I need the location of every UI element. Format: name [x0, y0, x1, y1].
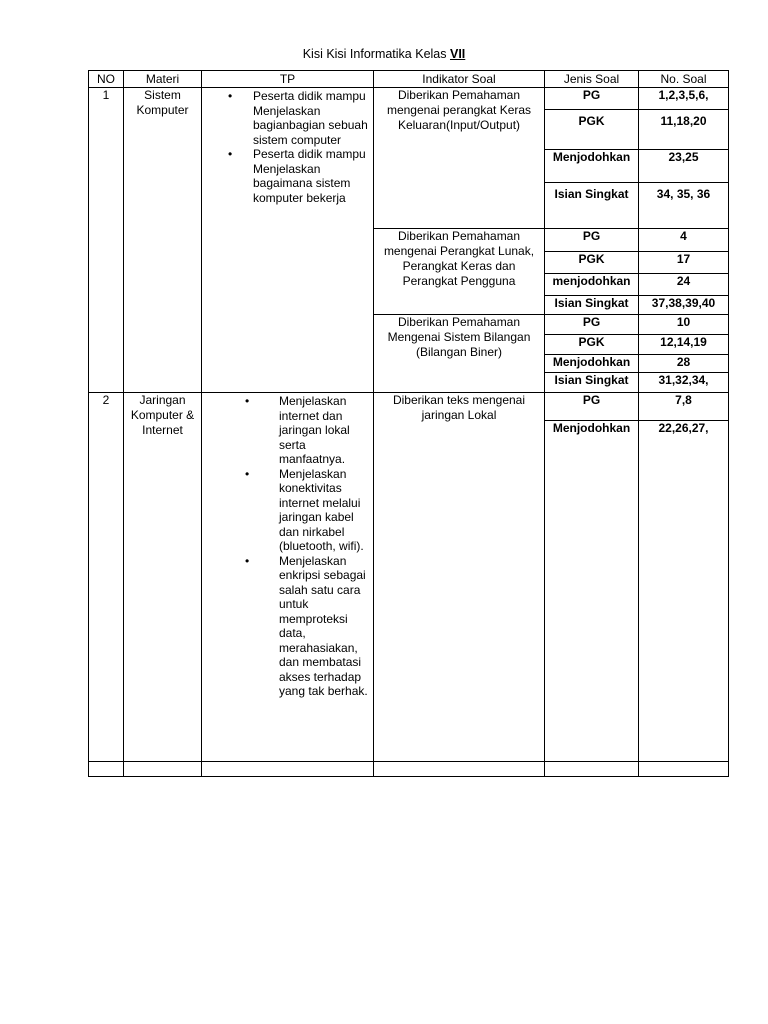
tp-cell [202, 88, 374, 393]
indikator-cell: Diberikan teks mengenai jaringan Lokal [374, 393, 545, 762]
kisi-kisi-table [88, 70, 729, 777]
no-soal-cell: 22,26,27, [639, 421, 729, 762]
table-header-row [89, 71, 729, 88]
no-soal-cell: 11,18,20 [639, 110, 729, 150]
jenis-soal-cell: Menjodohkan [545, 355, 639, 373]
no-soal-cell: 12,14,19 [639, 335, 729, 355]
header-no: NO [89, 71, 124, 88]
jenis-soal-cell: Isian Singkat [545, 373, 639, 393]
empty-cell [545, 762, 639, 777]
jenis-soal-cell: Menjodohkan [545, 421, 639, 762]
empty-table-row [89, 762, 729, 777]
no-soal-cell: 17 [639, 252, 729, 274]
jenis-soal-cell: PGK [545, 252, 639, 274]
header-jenis-soal: Jenis Soal [545, 71, 639, 88]
no-soal-cell: 31,32,34, [639, 373, 729, 393]
tp-list-item: • Peserta didik mampu Menjelaskan bagaimana sistem komputer bekerja [253, 147, 373, 205]
no-soal-cell: 4 [639, 229, 729, 252]
empty-cell [374, 762, 545, 777]
title-class: VII [449, 47, 466, 61]
empty-cell [202, 762, 374, 777]
jenis-soal-cell: menjodohkan [545, 274, 639, 296]
row-number: 1 [89, 88, 124, 393]
no-soal-cell: 1,2,3,5,6, [639, 88, 729, 110]
indikator-cell: Diberikan Pemahaman mengenai perangkat Keras Keluaran(Input/Output) [374, 88, 545, 229]
tp-list [202, 88, 373, 205]
empty-cell [89, 762, 124, 777]
header-no-soal: No. Soal [639, 71, 729, 88]
materi-cell: Jaringan Komputer & Internet [124, 393, 202, 762]
row-number: 2 [89, 393, 124, 762]
no-soal-cell: 24 [639, 274, 729, 296]
table-row [89, 88, 729, 110]
title-prefix: Kisi Kisi Informatika Kelas [302, 47, 450, 61]
tp-cell [202, 393, 374, 762]
indikator-cell: Diberikan Pemahaman Mengenai Sistem Bilangan (Bilangan Biner) [374, 315, 545, 393]
tp-list-item: • Menjelaskan internet dan jaringan lokal serta manfaatnya. [279, 394, 369, 467]
no-soal-cell: 34, 35, 36 [639, 183, 729, 229]
tp-list-item: • Peserta didik mampu Menjelaskan bagianbagian sebuah sistem computer [253, 89, 373, 147]
no-soal-cell: 28 [639, 355, 729, 373]
tp-list-item: • Menjelaskan konektivitas internet melalui jaringan kabel dan nirkabel (bluetooth, wifi). [279, 467, 369, 554]
no-soal-cell: 23,25 [639, 150, 729, 183]
tp-list [202, 393, 373, 699]
jenis-soal-cell: PG [545, 315, 639, 335]
empty-cell [639, 762, 729, 777]
empty-cell [124, 762, 202, 777]
document-title [0, 47, 768, 61]
jenis-soal-cell: PG [545, 229, 639, 252]
jenis-soal-cell: Isian Singkat [545, 296, 639, 315]
jenis-soal-cell: PG [545, 393, 639, 421]
jenis-soal-cell: PGK [545, 335, 639, 355]
header-materi: Materi [124, 71, 202, 88]
no-soal-cell: 7,8 [639, 393, 729, 421]
tp-list-item: • Menjelaskan enkripsi sebagai salah satu cara untuk memproteksi data, merahasiakan, dan membatasi akses terhadap yang tak berhak. [279, 554, 369, 699]
jenis-soal-cell: Menjodohkan [545, 150, 639, 183]
header-indikator: Indikator Soal [374, 71, 545, 88]
jenis-soal-cell: PG [545, 88, 639, 110]
no-soal-cell: 10 [639, 315, 729, 335]
materi-cell: Sistem Komputer [124, 88, 202, 393]
no-soal-cell: 37,38,39,40 [639, 296, 729, 315]
indikator-cell: Diberikan Pemahaman mengenai Perangkat Lunak, Perangkat Keras dan Perangkat Pengguna [374, 229, 545, 315]
jenis-soal-cell: Isian Singkat [545, 183, 639, 229]
table-row [89, 393, 729, 421]
header-tp: TP [202, 71, 374, 88]
jenis-soal-cell: PGK [545, 110, 639, 150]
